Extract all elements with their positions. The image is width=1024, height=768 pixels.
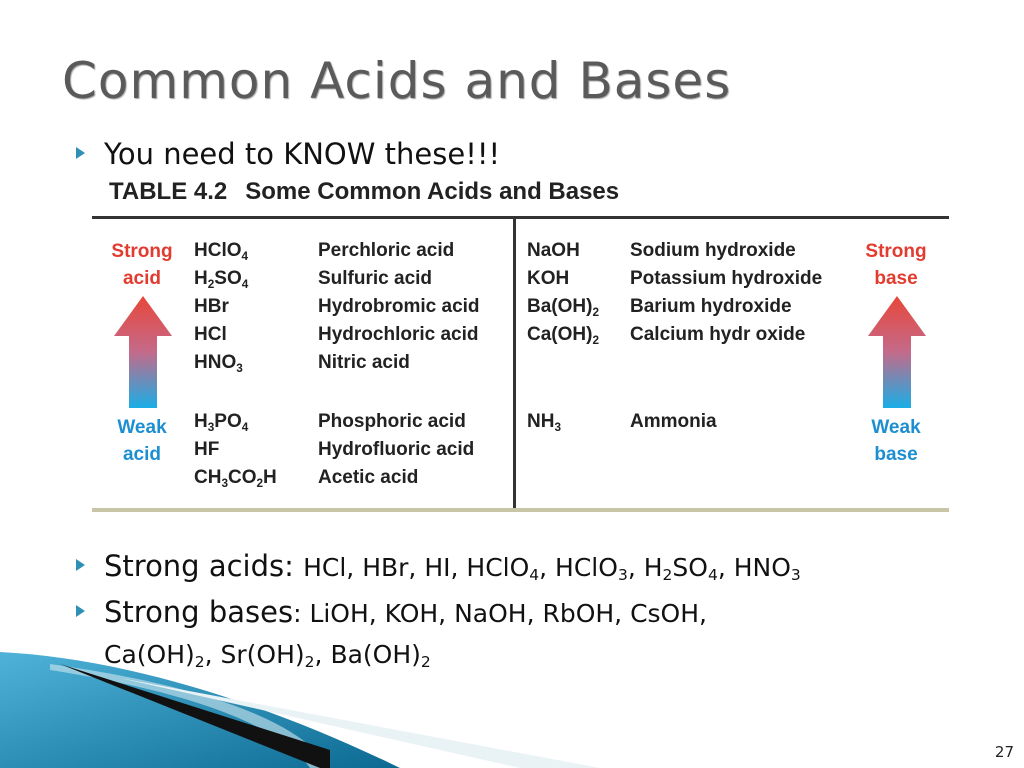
- bullet-intro: [104, 136, 500, 172]
- strong-base-label-line1: Strong: [865, 241, 927, 262]
- base-name: Sodium hydroxide: [630, 240, 796, 261]
- acid-name: Hydrofluoric acid: [318, 439, 475, 460]
- strong-bases-list-line1: LiOH, KOH, NaOH, RbOH, CsOH,: [309, 599, 707, 628]
- table-title: Some Common Acids and Bases: [245, 178, 620, 205]
- acid-formula: HF: [194, 439, 220, 460]
- base-formula: KOH: [527, 268, 570, 289]
- base-formula: $Ca(OH)_2$: [527, 324, 599, 347]
- strong-bases-label: Strong bases: [104, 595, 294, 629]
- bullet-arrow-icon: [76, 559, 85, 571]
- acid-name: Hydrochloric acid: [318, 324, 479, 345]
- acid-strength-arrow-icon: [114, 296, 172, 408]
- acid-formula: HBr: [194, 296, 229, 317]
- weak-acid-label-line2: acid: [122, 444, 162, 465]
- acid-formula: HClO$_4$: [194, 240, 249, 263]
- base-formula: $Ba(OH)_2$: [527, 296, 599, 319]
- acid-name: Sulfuric acid: [318, 268, 433, 289]
- intro-text: You need to KNOW these!!!: [104, 137, 501, 171]
- base-name: Calcium hydr oxide: [630, 324, 806, 345]
- acid-name: Hydrobromic acid: [318, 296, 480, 317]
- table-divider: [513, 218, 516, 508]
- weak-base-label: [856, 414, 936, 468]
- base-name: Ammonia: [630, 411, 717, 432]
- strong-bases-list-line2: $Ca(OH)_2$, $Sr(OH)_2$, $Ba(OH)_2$: [104, 640, 431, 671]
- base-name: Barium hydroxide: [630, 296, 792, 317]
- acid-formula: $H_2SO_4$: [194, 268, 249, 291]
- base-formula: NaOH: [527, 240, 580, 261]
- acid-formula: $H_3PO_4$: [194, 411, 249, 434]
- base-strength-arrow-icon: [868, 296, 926, 408]
- table-label: TABLE 4.2: [109, 178, 228, 205]
- acids-bases-table: [92, 178, 949, 514]
- weak-acid-label-line1: Weak: [117, 417, 167, 438]
- strong-acid-label: [102, 238, 182, 292]
- acid-name: Phosphoric acid: [318, 411, 466, 432]
- strong-base-label-line2: base: [874, 268, 918, 289]
- strong-acids-list: HCl, HBr, HI, HClO$_4$, HClO$_3$, $H_2SO_4$, $HNO_3$: [303, 553, 801, 584]
- bullet-arrow-icon: [76, 147, 85, 159]
- acid-formula: $CH_3CO_2H$: [194, 467, 277, 490]
- weak-base-label-line1: Weak: [871, 417, 921, 438]
- table-bottom-rule: [92, 508, 949, 512]
- bullet-arrow-icon: [76, 605, 85, 617]
- base-formula: $NH_3$: [527, 411, 561, 434]
- strong-acids-label: Strong acids: [104, 549, 285, 583]
- slide-title: Common Acids and Bases: [62, 52, 732, 110]
- strong-acid-label-line1: Strong: [111, 241, 173, 262]
- page-number: 27: [994, 743, 1014, 761]
- acid-name: Acetic acid: [318, 467, 419, 488]
- table-top-rule: [92, 216, 949, 219]
- strong-acid-label-line2: acid: [122, 268, 162, 289]
- bullet-strong-bases: Strong bases: LiOH, KOH, NaOH, RbOH, CsOH,: [104, 594, 707, 632]
- weak-base-label-line2: base: [874, 444, 918, 465]
- table-caption: [109, 178, 619, 206]
- weak-acid-label: [102, 414, 182, 468]
- strong-base-label: [856, 238, 936, 292]
- base-name: Potassium hydroxide: [630, 268, 823, 289]
- acid-name: Nitric acid: [318, 352, 410, 373]
- bullet-strong-acids: Strong acids: HCl, HBr, HI, HClO$_4$, HClO$_3$, $H_2SO_4$, $HNO_3$: [104, 548, 801, 586]
- acid-formula: HCl: [194, 324, 227, 345]
- acid-name: Perchloric acid: [318, 240, 455, 261]
- acid-formula: $HNO_3$: [194, 352, 243, 375]
